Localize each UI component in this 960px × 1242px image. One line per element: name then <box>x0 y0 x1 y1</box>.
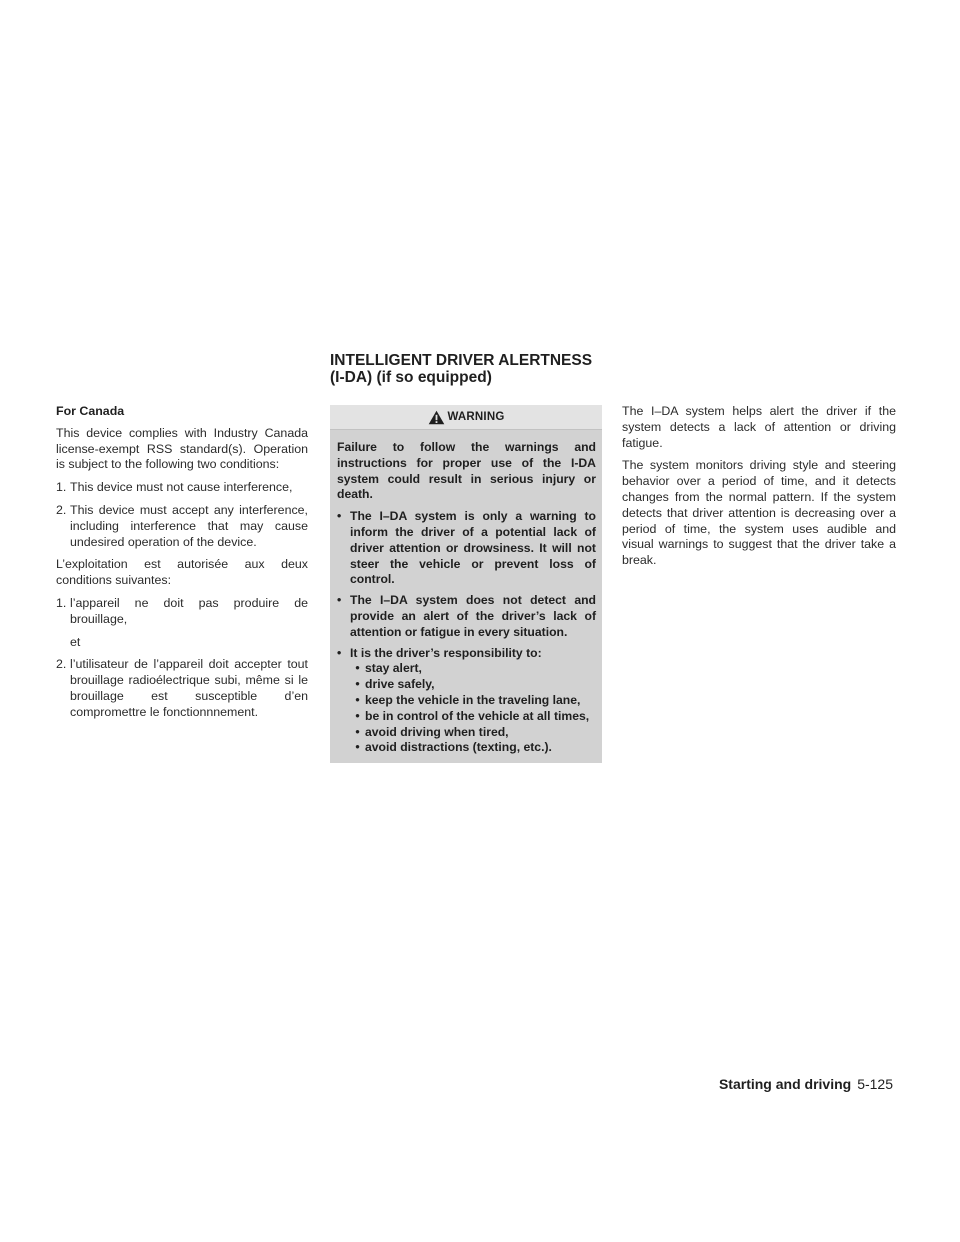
warning-triangle-icon <box>428 410 445 425</box>
warning-intro: Failure to follow the warnings and instructions for proper use of the I-DA system could result in serious injury or death. <box>337 440 596 502</box>
sub-bullet-text: stay alert, <box>365 661 422 676</box>
page-number: 5-125 <box>857 1076 893 1092</box>
compliance-intro: This device complies with Industry Canada license-exempt RSS standard(s). Operation is subject to the following two conditions: <box>56 425 308 472</box>
list-item-number: 2. <box>56 657 67 672</box>
warning-box <box>330 405 602 763</box>
warning-title: WARNING <box>447 411 505 423</box>
list-item-number: 2. <box>56 502 67 517</box>
bullet-dot-icon: • <box>355 677 360 692</box>
ida-description: The I–DA system helps alert the driver if the system detects a lack of attention or driving fatigue. <box>622 404 896 450</box>
sub-bullet <box>350 740 596 756</box>
sub-bullet-text: keep the vehicle in the traveling lane, <box>365 692 581 707</box>
list-item-number: 1. <box>56 595 67 610</box>
sub-bullet-text: avoid distractions (texting, etc.). <box>365 740 552 755</box>
list-item <box>56 657 308 720</box>
french-intro: L’exploitation est autorisée aux deux conditions suivantes: <box>56 557 308 588</box>
bullet-dot-icon: • <box>355 724 360 739</box>
list-item-number: 1. <box>56 480 67 495</box>
sub-bullet <box>350 661 596 677</box>
left-column <box>56 404 308 728</box>
right-column <box>622 404 896 576</box>
ida-monitoring: The system monitors driving style and steering behavior over a period of time, and it detects changes from the normal pattern. If the system detects that driver attention is decreasing over a period of time, the system uses audible and visual warnings to suggest that the driver take a break. <box>622 458 896 568</box>
sub-bullet-text: drive safely, <box>365 677 435 692</box>
sub-bullet-text: be in control of the vehicle at all times, <box>365 708 590 723</box>
list-item <box>56 596 308 628</box>
warning-bullet <box>337 593 596 640</box>
french-connector: et <box>70 634 81 649</box>
warning-bullet <box>337 509 596 588</box>
bullet-dot-icon: • <box>355 740 360 755</box>
canada-subhead: For Canada <box>56 404 125 418</box>
sub-bullet <box>350 677 596 693</box>
section-heading-line-2: (I-DA) (if so equipped) <box>330 369 492 386</box>
warning-bullet-text: It is the driver’s responsibility to: <box>350 645 542 660</box>
footer-section-title: Starting and driving <box>718 1076 852 1092</box>
warning-bullet <box>337 646 596 662</box>
sub-bullet <box>350 725 596 741</box>
warning-body <box>330 430 602 756</box>
sub-bullet-text: avoid driving when tired, <box>365 724 509 739</box>
list-item-text: l’appareil ne doit pas produire de brouillage, <box>70 595 308 626</box>
bullet-dot-icon: • <box>355 661 360 676</box>
sub-bullet <box>350 693 596 709</box>
list-item <box>56 503 308 550</box>
section-heading <box>330 352 630 386</box>
bullet-dot-icon: • <box>337 645 342 660</box>
list-item-text: This device must not cause interference, <box>70 480 293 495</box>
warning-bullet-text: The I–DA system does not detect and provide an alert of the driver’s lack of attention or fatigue in every situation. <box>350 593 596 639</box>
sub-bullet <box>350 709 596 725</box>
section-heading-line-1: INTELLIGENT DRIVER ALERTNESS <box>330 352 593 369</box>
bullet-dot-icon: • <box>337 509 342 524</box>
bullet-dot-icon: • <box>355 692 360 707</box>
bullet-dot-icon: • <box>355 708 360 723</box>
warning-bullet-text: The I–DA system is only a warning to inform the driver of a potential lack of driver attention or drowsiness. It will not steer the vehicle or prevent loss of control. <box>350 509 596 587</box>
list-item <box>56 480 308 496</box>
list-item-text: This device must accept any interference, including interference that may cause undesired operation of the device. <box>70 502 308 549</box>
bullet-dot-icon: • <box>337 593 342 608</box>
responsibility-list <box>350 661 596 756</box>
warning-header <box>330 405 602 430</box>
list-item-text: l’utilisateur de l’appareil doit accepter tout brouillage radioélectrique subi, même si le brouillage est susceptible d’en compromettre le fonctionnnement. <box>70 657 308 719</box>
page-footer <box>719 1076 893 1092</box>
